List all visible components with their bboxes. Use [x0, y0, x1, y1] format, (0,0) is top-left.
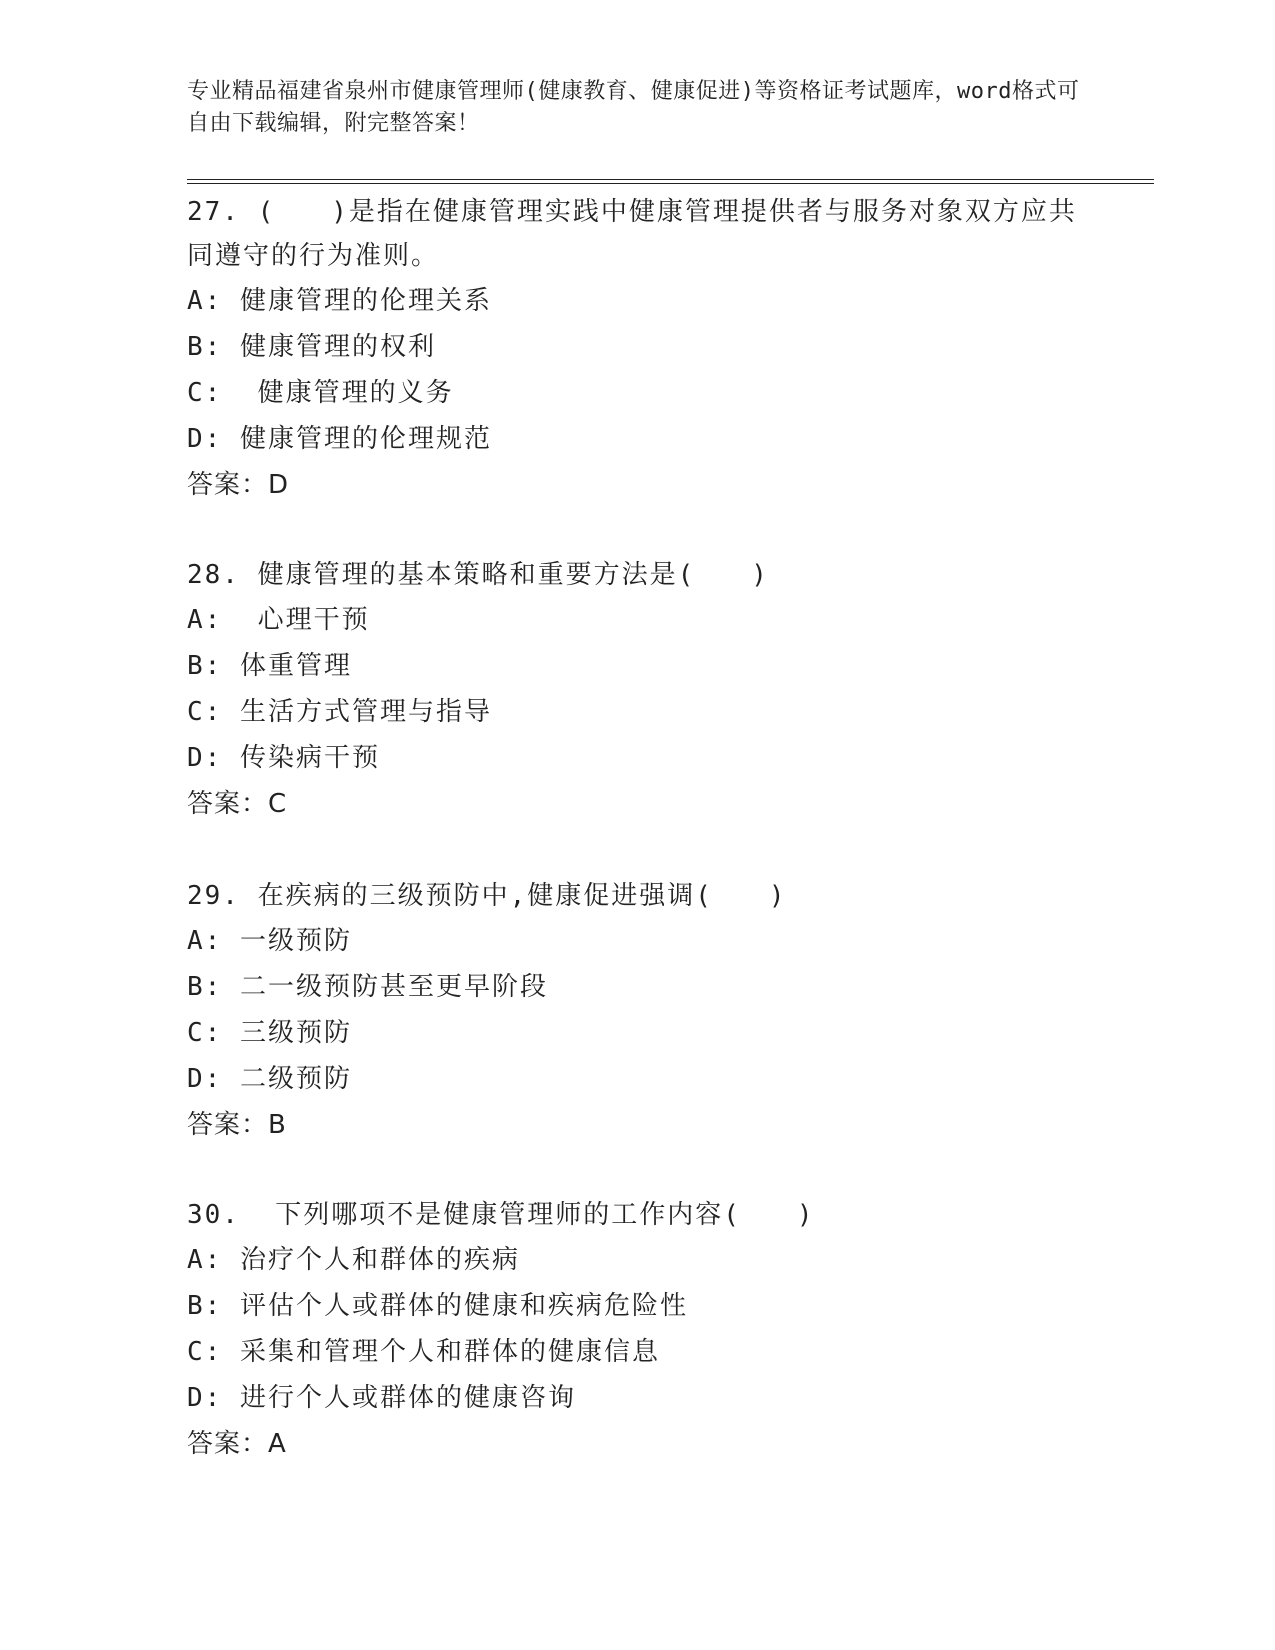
option-a: A: 治疗个人和群体的疾病 [187, 1245, 520, 1275]
header-divider-bottom [187, 183, 1154, 184]
question-28 [187, 553, 1087, 827]
option-d: D: 健康管理的伦理规范 [187, 424, 492, 454]
question-29 [187, 874, 1087, 1148]
option-d: D: 传染病干预 [187, 743, 380, 773]
option-b: B: 健康管理的权利 [187, 332, 436, 362]
document-header: 专业精品福建省泉州市健康管理师(健康教育、健康促进)等资格证考试题库，word格式可自由下载编辑，附完整答案！ [187, 79, 1080, 136]
option-c: C: 三级预防 [187, 1018, 352, 1048]
option-a: A: 健康管理的伦理关系 [187, 286, 492, 316]
option-a: A: 一级预防 [187, 926, 352, 956]
option-b: B: 评估个人或群体的健康和疾病危险性 [187, 1291, 688, 1321]
option-b: B: 体重管理 [187, 651, 352, 681]
option-d: D: 进行个人或群体的健康咨询 [187, 1383, 576, 1413]
header-divider-top [187, 179, 1154, 180]
option-c: C: 生活方式管理与指导 [187, 697, 492, 727]
option-c: C: 采集和管理个人和群体的健康信息 [187, 1337, 660, 1367]
option-b: B: 二一级预防甚至更早阶段 [187, 972, 548, 1002]
question-stem: 30. 下列哪项不是健康管理师的工作内容( ) [187, 1200, 815, 1230]
question-stem: 28. 健康管理的基本策略和重要方法是( ) [187, 560, 769, 590]
question-30 [187, 1193, 1087, 1467]
answer: 答案：A [187, 1429, 287, 1459]
question-stem: 29. 在疾病的三级预防中,健康促进强调( ) [187, 881, 787, 911]
answer: 答案：C [187, 789, 288, 819]
question-stem: 27. ( )是指在健康管理实践中健康管理提供者与服务对象双方应共同遵守的行为准则。 [187, 197, 1077, 271]
option-a: A: 心理干预 [187, 605, 370, 635]
answer: 答案：B [187, 1110, 287, 1140]
answer: 答案：D [187, 470, 290, 500]
option-d: D: 二级预防 [187, 1064, 352, 1094]
option-c: C: 健康管理的义务 [187, 378, 454, 408]
question-27 [187, 190, 1087, 508]
